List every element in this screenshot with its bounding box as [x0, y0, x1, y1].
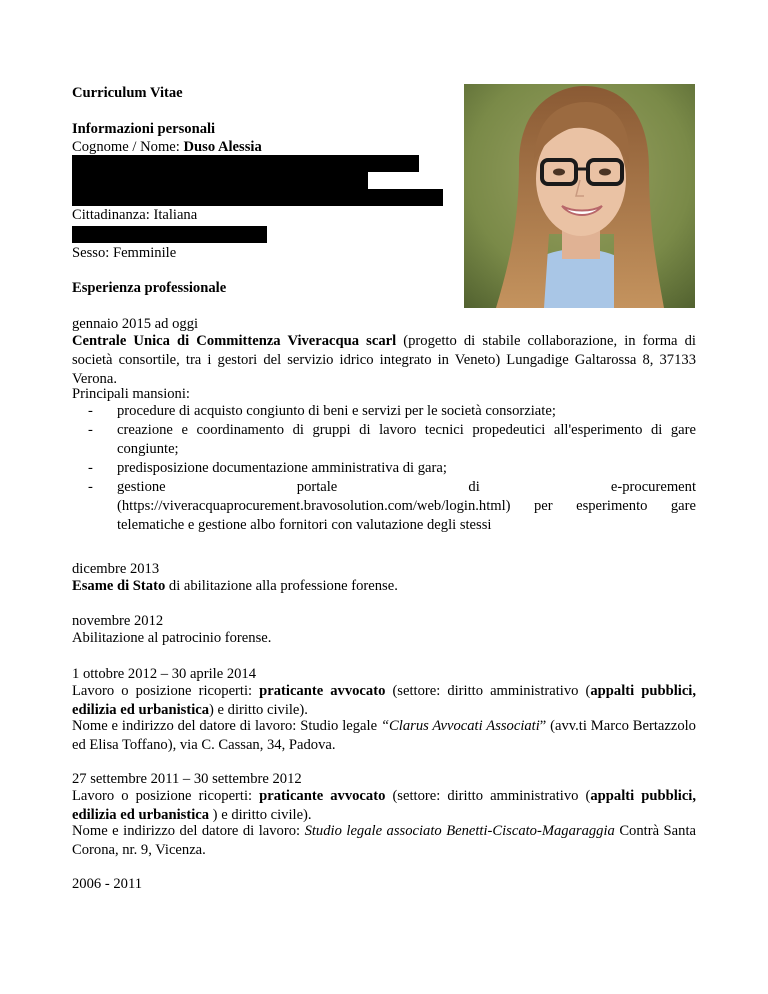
dash: -	[88, 422, 93, 438]
job2-date: 1 ottobre 2012 – 30 aprile 2014	[72, 666, 257, 682]
exam-line: Esame di Stato di abilitazione alla professione forense.	[72, 578, 398, 594]
redacted-line	[72, 172, 368, 189]
redacted-line	[72, 226, 267, 243]
exam-title: Esame di Stato	[72, 578, 166, 594]
citizenship: Cittadinanza: Italiana	[72, 207, 198, 223]
duties-label: Principali mansioni:	[72, 386, 190, 402]
job2-employer: Nome e indirizzo del datore di lavoro: Studio legale “Clarus Avvocati Associati” (avv.ti Marco Bertazzolo ed Elisa Toffano), via C. Cassan, 34, Padova.	[72, 718, 696, 753]
exam-date: dicembre 2013	[72, 561, 160, 577]
job3-employer: Nome e indirizzo del datore di lavoro: Studio legale associato Benetti-Ciscato-Magaraggia Contrà Santa Corona, nr. 9, Vicenza.	[72, 823, 696, 858]
dash: -	[88, 403, 93, 419]
dash: -	[88, 460, 93, 476]
dash: -	[88, 479, 93, 495]
redacted-line	[72, 155, 419, 172]
cv-title: Curriculum Vitae	[72, 85, 183, 101]
experience-heading: Esperienza professionale	[72, 280, 227, 296]
list-item: - creazione e coordinamento di gruppi di lavoro tecnici propedeutici all'esperimento di gare congiunte;	[88, 422, 696, 457]
job1-details: (progetto di stabile collaborazione, in forma di società consortile, tra i gestori del servizio idrico integrato in Veneto) Lungadige Galtarossa 8, 37133 Verona.	[72, 333, 696, 387]
patrocinio-date: novembre 2012	[72, 613, 164, 629]
sex: Sesso: Femminile	[72, 245, 177, 261]
list-item: - gestione portale di e-procurement (https://viveracquaprocurement.bravosolution.com/web/login.html) per esperimento gare telematiche e gestione albo fornitori con valutazione degli stessi	[88, 479, 696, 533]
name-label: Cognome / Nome:	[72, 139, 184, 155]
personal-info-heading: Informazioni personali	[72, 121, 216, 137]
patrocinio-text: Abilitazione al patrocinio forense.	[72, 630, 272, 646]
profile-photo	[464, 84, 695, 308]
job3-date: 27 settembre 2011 – 30 settembre 2012	[72, 771, 302, 787]
job1-employer: Centrale Unica di Committenza Viveracqua scarl	[72, 333, 397, 349]
education-date: 2006 - 2011	[72, 876, 142, 892]
job3-role: Lavoro o posizione ricoperti: praticante avvocato (settore: diritto amministrativo (appalti pubblici, edilizia ed urbanistica ) e diritto civile).	[72, 788, 696, 823]
duties-list	[72, 402, 696, 535]
list-item: - predisposizione documentazione amministrativa di gara;	[88, 460, 447, 476]
list-item: - procedure di acquisto congiunto di beni e servizi per le società consorziate;	[88, 403, 556, 419]
job1-date: gennaio 2015 ad oggi	[72, 316, 199, 332]
job1-description	[72, 332, 696, 389]
portrait-icon	[464, 84, 695, 308]
job2-role: Lavoro o posizione ricoperti: praticante avvocato (settore: diritto amministrativo (appalti pubblici, edilizia ed urbanistica) e diritto civile).	[72, 683, 696, 718]
redacted-line	[72, 189, 443, 206]
name-value: Duso Alessia	[183, 139, 262, 155]
